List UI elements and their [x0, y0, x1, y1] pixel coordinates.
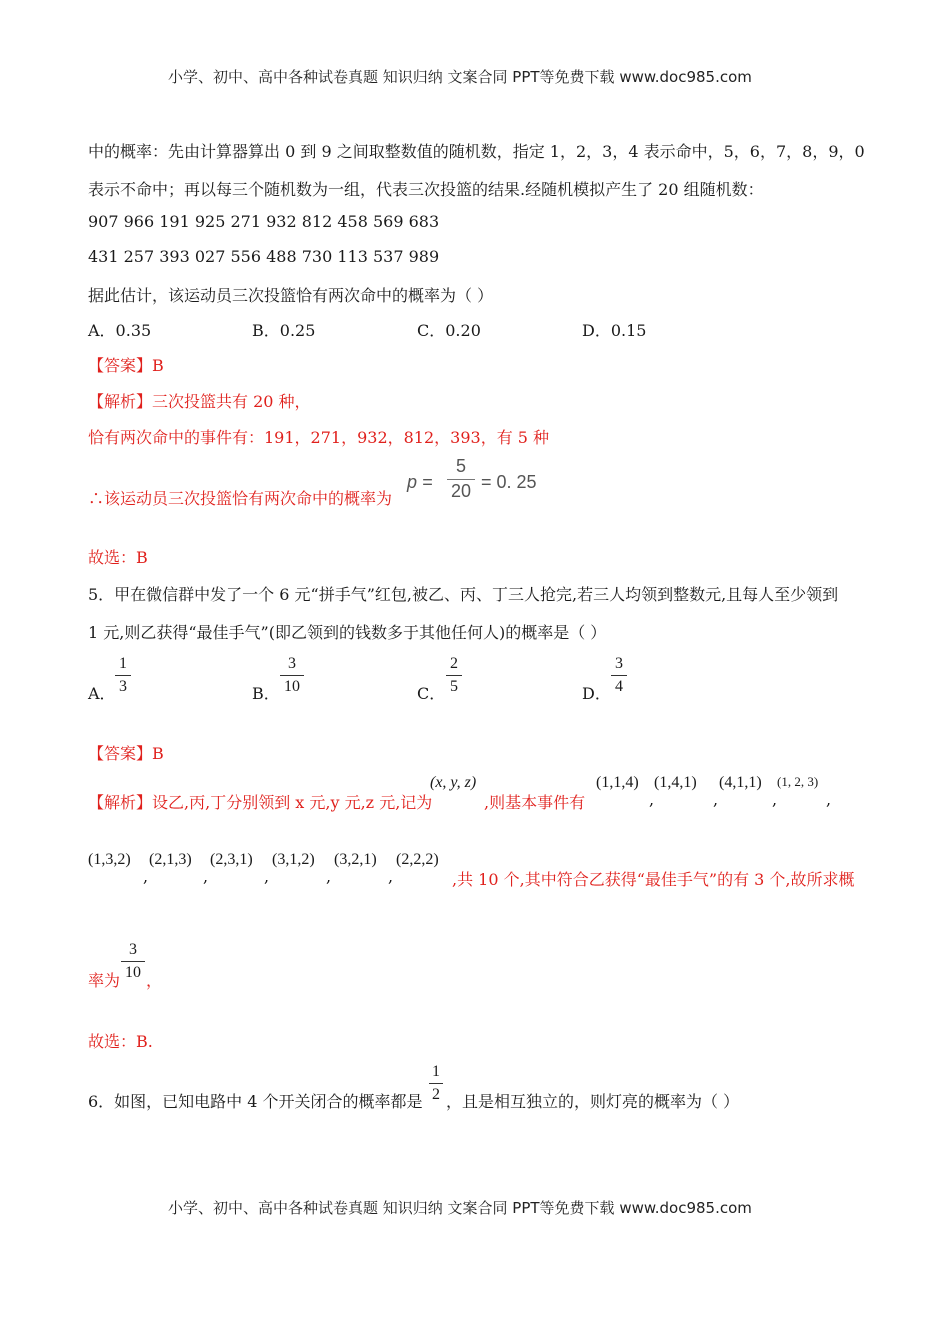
fraction-bar [429, 1083, 443, 1084]
q5-text-line-1: 5．甲在微信群中发了一个 6 元“拼手气”红包,被乙、丙、丁三人抢完,若三人均领到整数元,且每人至少领到 [88, 585, 839, 604]
q4-random-numbers-row-2: 431 257 393 027 556 488 730 113 537 989 [88, 247, 440, 266]
q4-formula-result: = 0. 25 [481, 472, 537, 492]
comma: , [388, 867, 394, 886]
fraction-bar [115, 675, 131, 676]
q5-option-c-label: C． [417, 684, 446, 703]
fraction-numerator: 3 [129, 941, 137, 958]
q4-analysis-line-2: 恰有两次命中的事件有：191，271，932，812，393，有 5 种 [88, 428, 550, 447]
q5-event-3: (4,1,1) [719, 774, 762, 791]
fraction-denominator: 4 [615, 677, 623, 695]
q5-option-d-label: D． [582, 684, 611, 703]
q5-event-4: (1, 2, 3) [777, 774, 819, 789]
analysis-label: 【解析】 [88, 793, 153, 812]
fraction-numerator: 3 [288, 655, 296, 672]
q6-fraction [429, 1063, 443, 1103]
comma: , [713, 790, 719, 809]
q5-analysis-line-2: ,共 10 个,其中符合乙获得“最佳手气”的有 3 个,故所求概 [452, 870, 855, 889]
q5-option-d-fraction [611, 655, 627, 695]
comma: , [826, 790, 832, 809]
fraction-denominator: 5 [450, 677, 458, 695]
comma: , [203, 867, 209, 886]
q4-option-d: D．0.15 [582, 321, 647, 340]
q4-option-c: C．0.20 [417, 321, 481, 340]
q4-random-numbers-row-1: 907 966 191 925 271 932 812 458 569 683 [88, 212, 440, 231]
comma: , [772, 790, 778, 809]
comma: , [143, 867, 149, 886]
page-footer: 小学、初中、高中各种试卷真题 知识归纳 文案合同 PPT等免费下载 www.doc985.com [168, 1199, 752, 1217]
q5-text-line-2: 1 元,则乙获得“最佳手气”(即乙领到的钱数多于其他任何人)的概率是（ ） [88, 623, 607, 642]
q5-analysis-line-1 [88, 790, 432, 813]
q4-formula-fraction [447, 457, 475, 502]
q5-tuple-xyz: (x, y, z) [430, 774, 477, 791]
q5-option-b-fraction [280, 655, 304, 695]
fraction-numerator: 1 [432, 1063, 440, 1080]
q6-text-part-1: 6．如图，已知电路中 4 个开关闭合的概率都是 [88, 1092, 423, 1111]
q5-choose: 故选：B. [88, 1032, 153, 1051]
q5-analysis-line-3b: ， [146, 971, 163, 990]
q5-answer: 【答案】B [88, 744, 164, 763]
fraction-denominator: 3 [119, 677, 127, 695]
fraction-bar [447, 479, 475, 480]
fraction-bar [446, 675, 462, 676]
fraction-denominator: 10 [284, 677, 300, 695]
q6-text-part-2: ，且是相互独立的，则灯亮的概率为（ ） [446, 1092, 740, 1111]
fraction-numerator: 1 [119, 655, 127, 672]
q5-result-fraction [121, 941, 145, 981]
q4-formula-p: p = [407, 472, 433, 492]
analysis-text: 三次投篮共有 20 种， [152, 392, 311, 411]
analysis-text: 设乙,丙,丁分别领到 x 元,y 元,z 元,记为 [152, 793, 433, 812]
q5-analysis-line-3: 率为 [88, 971, 121, 990]
q5-event-6: (2,1,3) [149, 851, 192, 868]
page-header: 小学、初中、高中各种试卷真题 知识归纳 文案合同 PPT等免费下载 www.doc985.com [168, 68, 752, 86]
q5-event-10: (2,2,2) [396, 851, 439, 868]
q4-analysis-line-3: ∴该运动员三次投篮恰有两次命中的概率为 [88, 489, 393, 508]
comma: , [264, 867, 270, 886]
q4-option-a: A．0.35 [88, 321, 152, 340]
q5-event-8: (3,1,2) [272, 851, 315, 868]
fraction-bar [611, 675, 627, 676]
q4-analysis-line-1 [88, 389, 311, 412]
q4-text-line-1: 中的概率：先由计算器算出 0 到 9 之间取整数值的随机数，指定 1，2，3，4 表示命中，5，6，7，8，9，0 [88, 142, 865, 161]
fraction-denominator: 2 [432, 1085, 440, 1103]
q5-option-a-label: A． [88, 684, 116, 703]
q5-option-c-fraction [446, 655, 462, 695]
q5-option-a-fraction [115, 655, 131, 695]
q5-event-2: (1,4,1) [654, 774, 697, 791]
q5-analysis-line-1b: ,则基本事件有 [484, 793, 586, 812]
analysis-label: 【解析】 [88, 392, 153, 411]
fraction-numerator: 5 [455, 456, 466, 476]
q4-option-b: B．0.25 [252, 321, 316, 340]
fraction-denominator: 10 [125, 963, 141, 981]
q4-answer: 【答案】B [88, 356, 164, 375]
fraction-numerator: 3 [615, 655, 623, 672]
fraction-denominator: 20 [450, 480, 472, 501]
fraction-bar [121, 961, 145, 962]
fraction-numerator: 2 [450, 655, 458, 672]
comma: , [326, 867, 332, 886]
q5-option-b-label: B． [252, 684, 280, 703]
q5-event-7: (2,3,1) [210, 851, 253, 868]
q5-event-1: (1,1,4) [596, 774, 639, 791]
q4-choose: 故选：B [88, 548, 148, 567]
q5-event-9: (3,2,1) [334, 851, 377, 868]
q4-question: 据此估计，该运动员三次投篮恰有两次命中的概率为（ ） [88, 286, 494, 305]
q5-event-5: (1,3,2) [88, 851, 131, 868]
q4-text-line-2: 表示不命中；再以每三个随机数为一组，代表三次投篮的结果.经随机模拟产生了 20 组随机数： [88, 180, 764, 199]
fraction-bar [280, 675, 304, 676]
comma: , [649, 790, 655, 809]
